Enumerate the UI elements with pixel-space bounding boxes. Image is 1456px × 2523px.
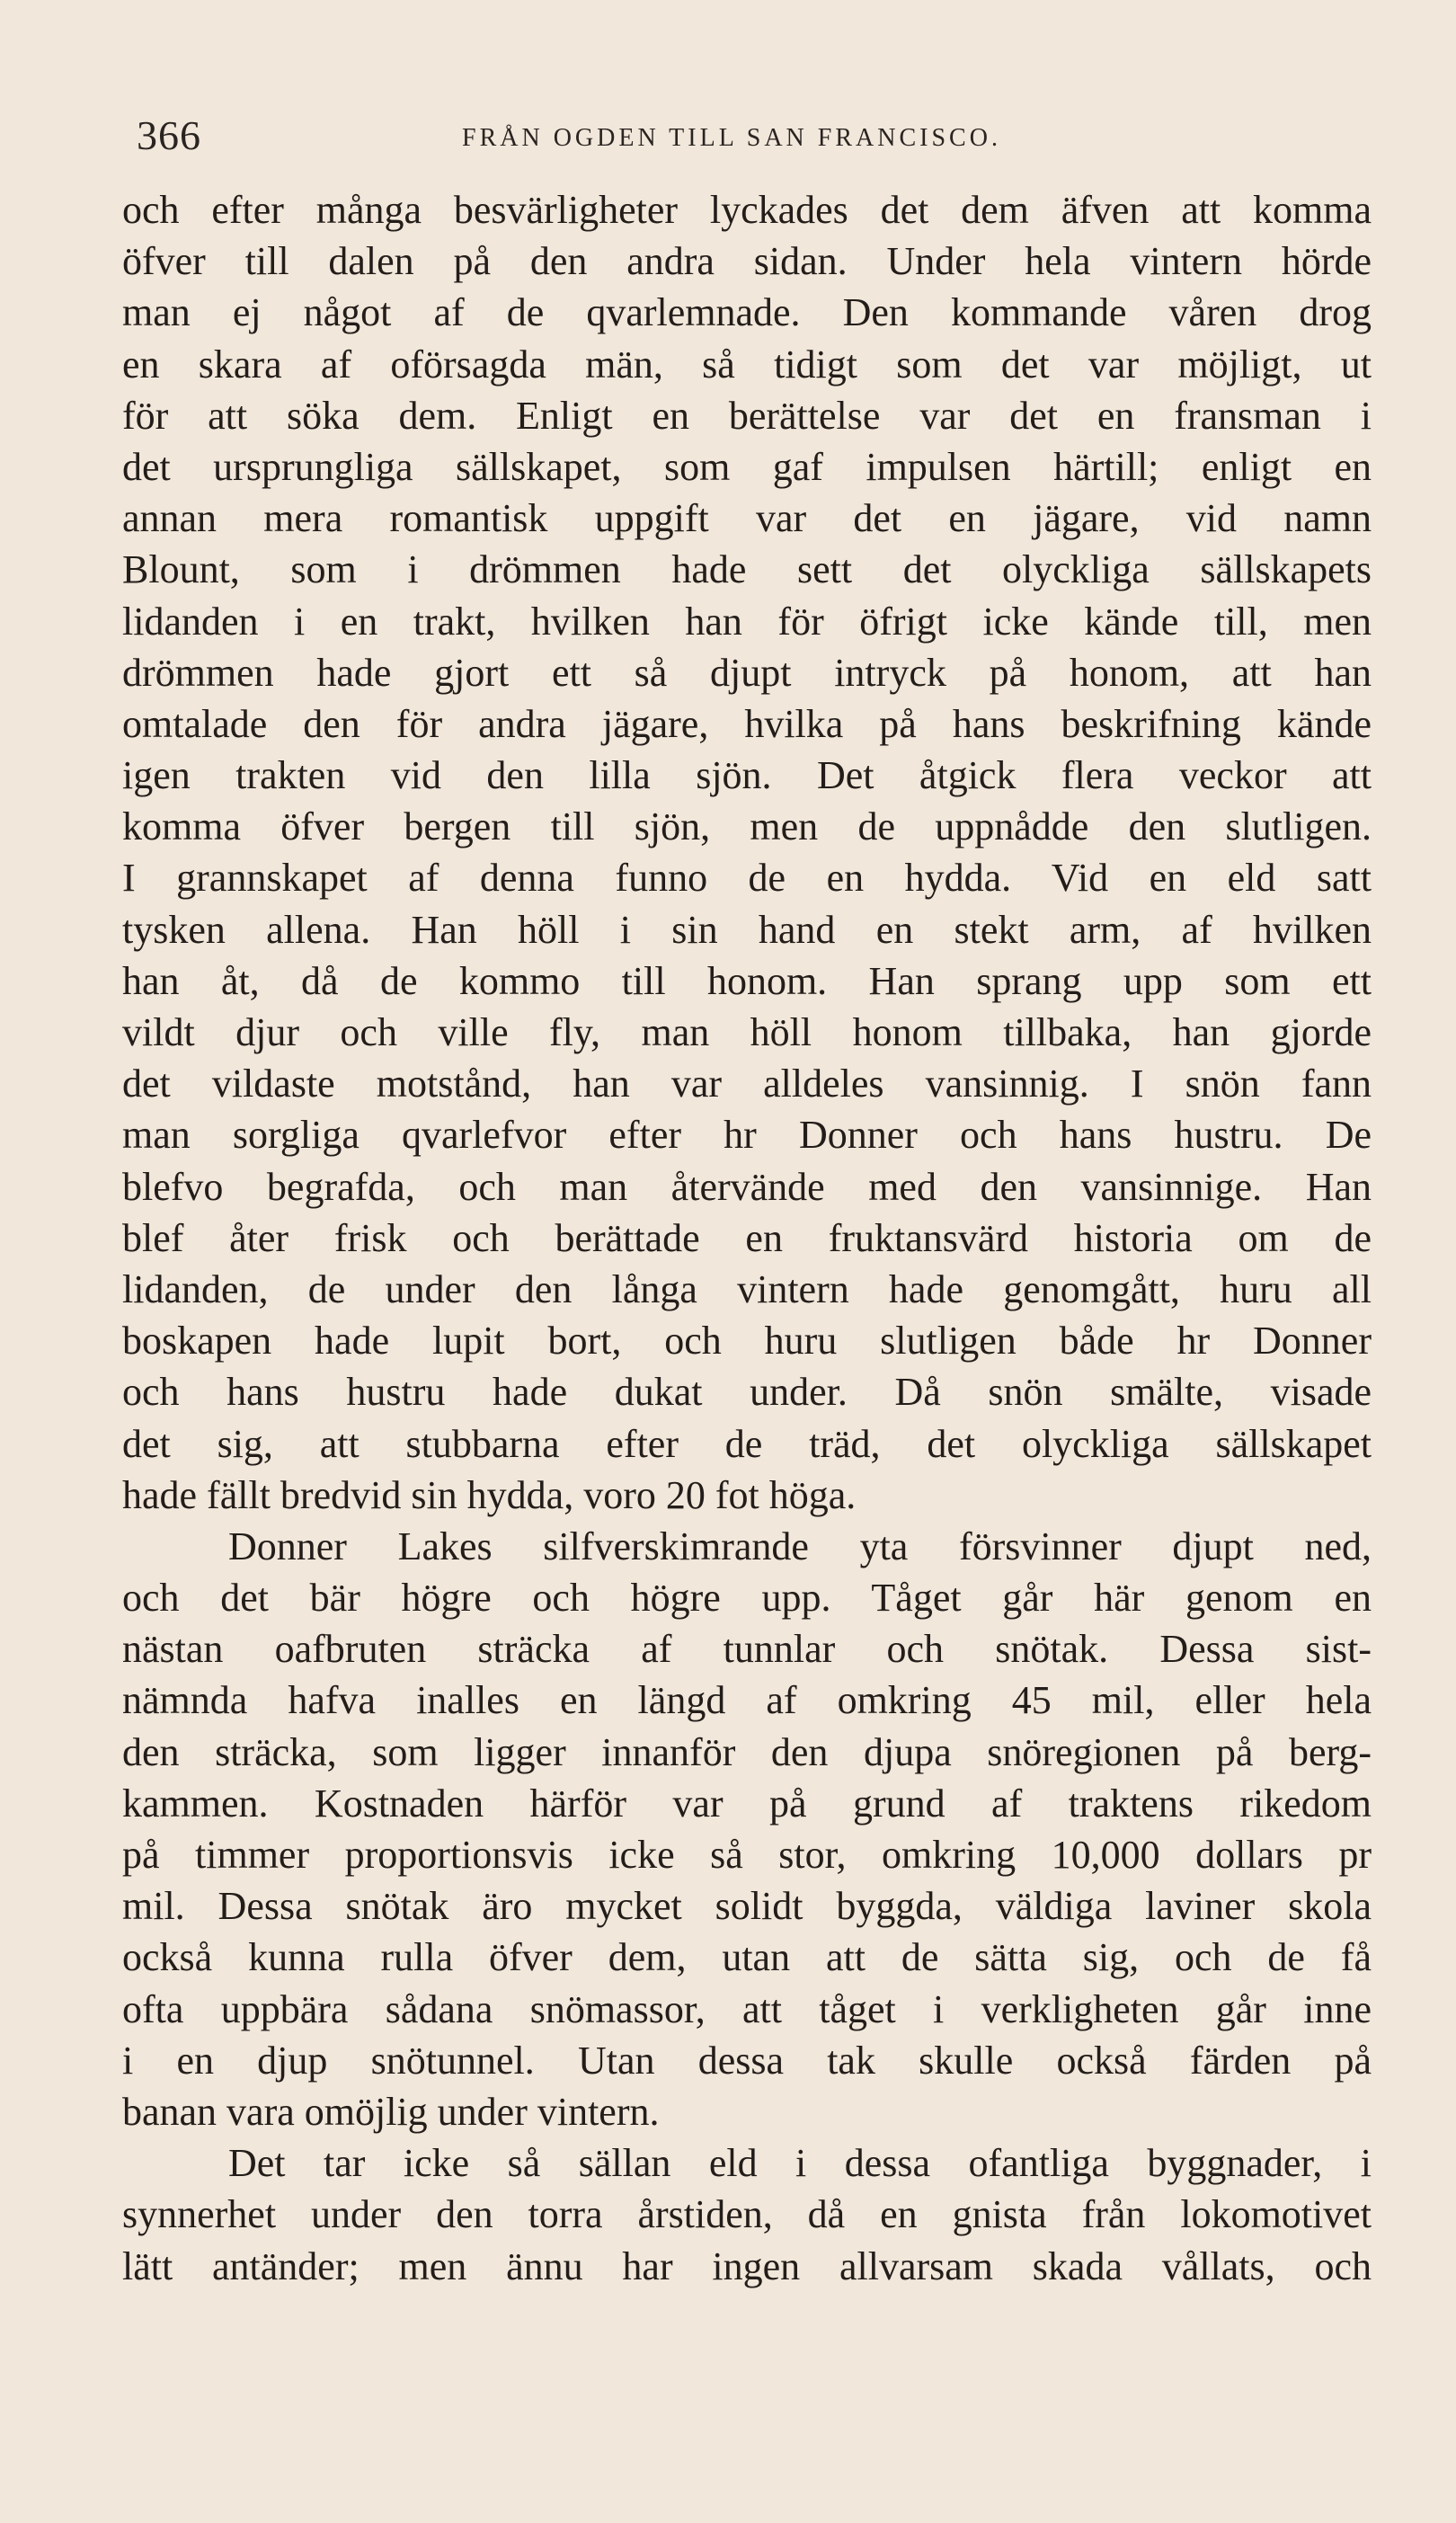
text-line: Det tar icke så sällan eld i dessa ofantliga byggnader, i — [228, 2141, 1372, 2186]
text-line: det sig, att stubbarna efter de träd, det olyckliga sällskapet — [122, 1421, 1372, 1466]
paragraph — [122, 2137, 1372, 2292]
running-header — [0, 111, 1456, 165]
text-line: kammen. Kostnaden härför var på grund af traktens rikedom — [122, 1781, 1372, 1826]
text-line: och hans hustru hade dukat under. Då snön smälte, visade — [122, 1370, 1372, 1415]
text-line: och det bär högre och högre upp. Tåget går här genom en — [122, 1576, 1372, 1621]
text-line: nämnda hafva inalles en längd af omkring 45 mil, eller hela — [122, 1678, 1372, 1723]
text-line: lidanden i en trakt, hvilken han för öfrigt icke kände till, men — [122, 599, 1372, 644]
text-line: det vildaste motstånd, han var alldeles vansinnig. I snön fann — [122, 1062, 1372, 1106]
text-line: den sträcka, som ligger innanför den djupa snöregionen på berg- — [122, 1729, 1372, 1774]
text-line: lidanden, de under den långa vintern hade genomgått, huru all — [122, 1266, 1372, 1311]
text-line: blefvo begrafda, och man återvände med den vansinnige. Han — [122, 1164, 1372, 1209]
text-line: Donner Lakes silfverskimrande yta försvinner djupt ned, — [228, 1524, 1372, 1568]
text-line: han åt, då de kommo till honom. Han sprang upp som ett — [122, 958, 1372, 1003]
text-line: tysken allena. Han höll i sin hand en stekt arm, af hvilken — [122, 907, 1372, 952]
text-line: Blount, som i drömmen hade sett det olyckliga sällskapets — [122, 547, 1372, 592]
text-line: öfver till dalen på den andra sidan. Under hela vintern hörde — [122, 239, 1372, 284]
text-line: I grannskapet af denna funno de en hydda. Vid en eld satt — [122, 856, 1372, 901]
text-line: synnerhet under den torra årstiden, då en gnista från lokomotivet — [122, 2192, 1372, 2237]
paragraph — [122, 184, 1372, 1521]
text-line: i en djup snötunnel. Utan dessa tak skulle också färden på — [122, 2038, 1372, 2083]
text-line: en skara af oförsagda män, så tidigt som det var möjligt, ut — [122, 342, 1372, 386]
text-line: på timmer proportionsvis icke så stor, omkring 10,000 dollars pr — [122, 1833, 1372, 1877]
text-line: hade fällt bredvid sin hydda, voro 20 fot höga. — [122, 1472, 857, 1517]
text-line: igen trakten vid den lilla sjön. Det åtgick flera veckor att — [122, 753, 1372, 798]
running-title: FRÅN OGDEN TILL SAN FRANCISCO. — [462, 124, 1001, 152]
body-text — [122, 184, 1372, 2292]
text-line: mil. Dessa snötak äro mycket solidt byggda, väldiga laviner skola — [122, 1884, 1372, 1929]
text-line: drömmen hade gjort ett så djupt intryck på honom, att han — [122, 650, 1372, 695]
text-line: komma öfver bergen till sjön, men de uppnådde den slutligen. — [122, 804, 1372, 849]
paragraph — [122, 1521, 1372, 2137]
text-line: banan vara omöjlig under vintern. — [122, 2089, 660, 2134]
text-line: nästan oafbruten sträcka af tunnlar och snötak. Dessa sist- — [122, 1627, 1372, 1672]
text-line: vildt djur och ville fly, man höll honom tillbaka, han gjorde — [122, 1010, 1372, 1054]
text-line: för att söka dem. Enligt en berättelse var det en fransman i — [122, 393, 1372, 438]
text-line: och efter många besvärligheter lyckades det dem äfven att komma — [122, 188, 1372, 232]
text-line: lätt antänder; men ännu har ingen allvarsam skada vållats, och — [122, 2243, 1372, 2288]
text-line: det ursprungliga sällskapet, som gaf impulsen härtill; enligt en — [122, 444, 1372, 489]
text-line: omtalade den för andra jägare, hvilka på hans beskrifning kände — [122, 701, 1372, 746]
text-line: man ej något af de qvarlemnade. Den kommande våren drog — [122, 290, 1372, 335]
text-line: man sorgliga qvarlefvor efter hr Donner och hans hustru. De — [122, 1113, 1372, 1158]
text-line: blef åter frisk och berättade en fruktansvärd historia om de — [122, 1215, 1372, 1260]
text-line: boskapen hade lupit bort, och huru slutligen både hr Donner — [122, 1319, 1372, 1364]
text-line: också kunna rulla öfver dem, utan att de sätta sig, och de få — [122, 1935, 1372, 1980]
page-number: 366 — [137, 112, 201, 158]
text-line: ofta uppbära sådana snömassor, att tåget i verkligheten går inne — [122, 1986, 1372, 2031]
text-line: annan mera romantisk uppgift var det en jägare, vid namn — [122, 496, 1372, 541]
